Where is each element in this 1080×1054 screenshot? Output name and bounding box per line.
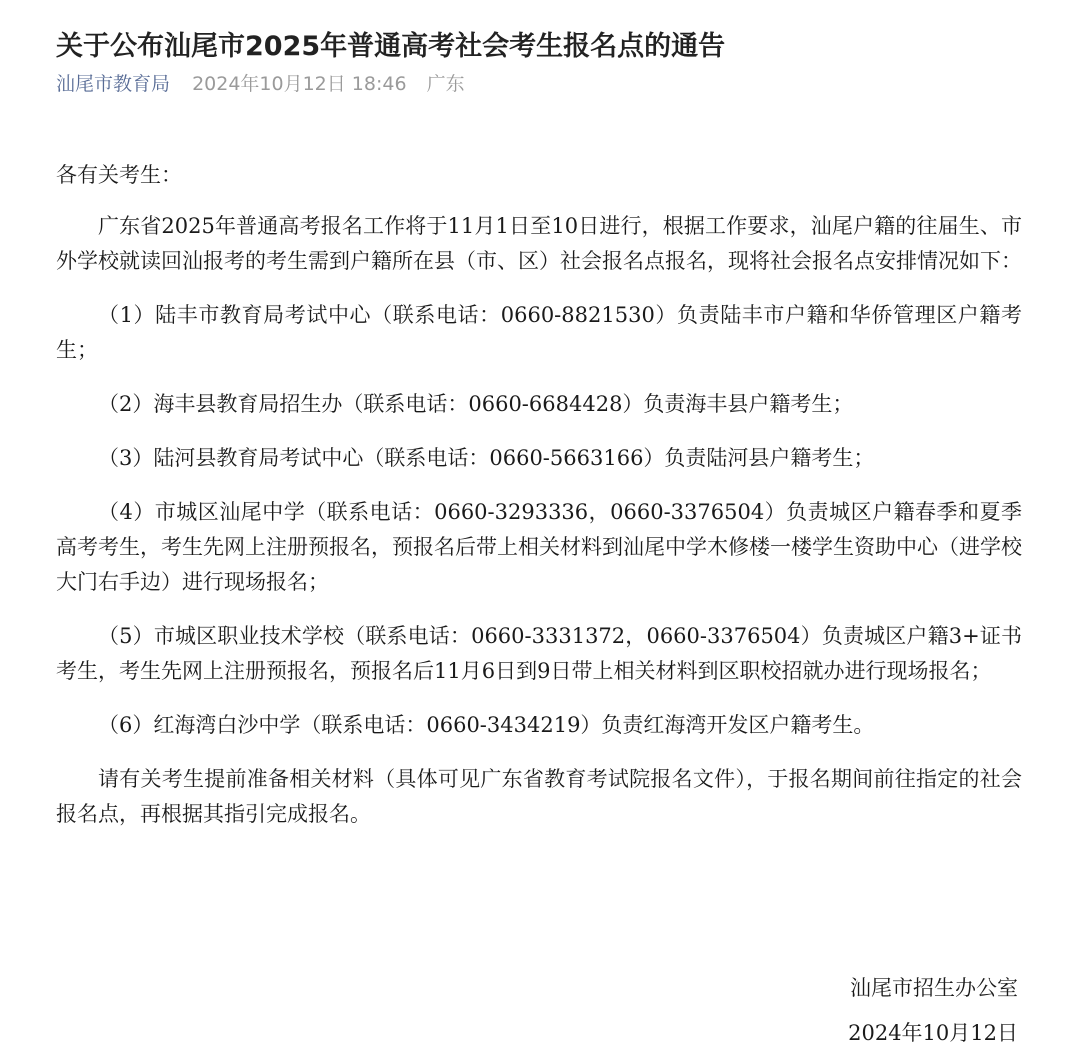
intro-paragraph: 广东省2025年普通高考报名工作将于11月1日至10日进行，根据工作要求，汕尾户籍的往届生、市外学校就读回汕报考的考生需到户籍所在县（市、区）社会报名点报名，现将社会报名点安排情况如下：	[56, 214, 1022, 273]
article-body	[56, 158, 1022, 851]
list-item-3: （3）陆河县教育局考试中心（联系电话：0660-5663166）负责陆河县户籍考生；	[98, 446, 875, 470]
closing-paragraph: 请有关考生提前准备相关材料（具体可见广东省教育考试院报名文件），于报名期间前往指定的社会报名点，再根据其指引完成报名。	[56, 767, 1022, 826]
list-item-1: （1）陆丰市教育局考试中心（联系电话：0660-8821530）负责陆丰市户籍和华侨管理区户籍考生；	[56, 303, 1022, 362]
article-title: 关于公布汕尾市2025年普通高考社会考生报名点的通告	[56, 31, 726, 63]
list-item-5: （5）市城区职业技术学校（联系电话：0660-3331372，0660-3376504）负责城区户籍3+证书考生，考生先网上注册预报名，预报名后11月6日到9日带上相关材料到区职校招就办进行现场报名；	[56, 624, 1022, 683]
article-meta	[56, 70, 479, 98]
signature-organization: 汕尾市招生办公室	[850, 976, 1018, 1000]
signature-date: 2024年10月12日	[848, 1021, 1018, 1045]
publish-region: 广东	[426, 73, 465, 95]
greeting-text: 各有关考生：	[56, 163, 182, 187]
list-item-6: （6）红海湾白沙中学（联系电话：0660-3434219）负责红海湾开发区户籍考生。	[98, 713, 875, 737]
account-name-link[interactable]: 汕尾市教育局	[56, 73, 171, 95]
publish-datetime: 2024年10月12日 18:46	[192, 73, 407, 95]
list-item-4: （4）市城区汕尾中学（联系电话：0660-3293336，0660-3376504）负责城区户籍春季和夏季高考考生，考生先网上注册预报名，预报名后带上相关材料到汕尾中学木修楼一楼学生资助中心（进学校大门右手边）进行现场报名；	[56, 500, 1022, 594]
list-item-2: （2）海丰县教育局招生办（联系电话：0660-6684428）负责海丰县户籍考生；	[98, 392, 854, 416]
